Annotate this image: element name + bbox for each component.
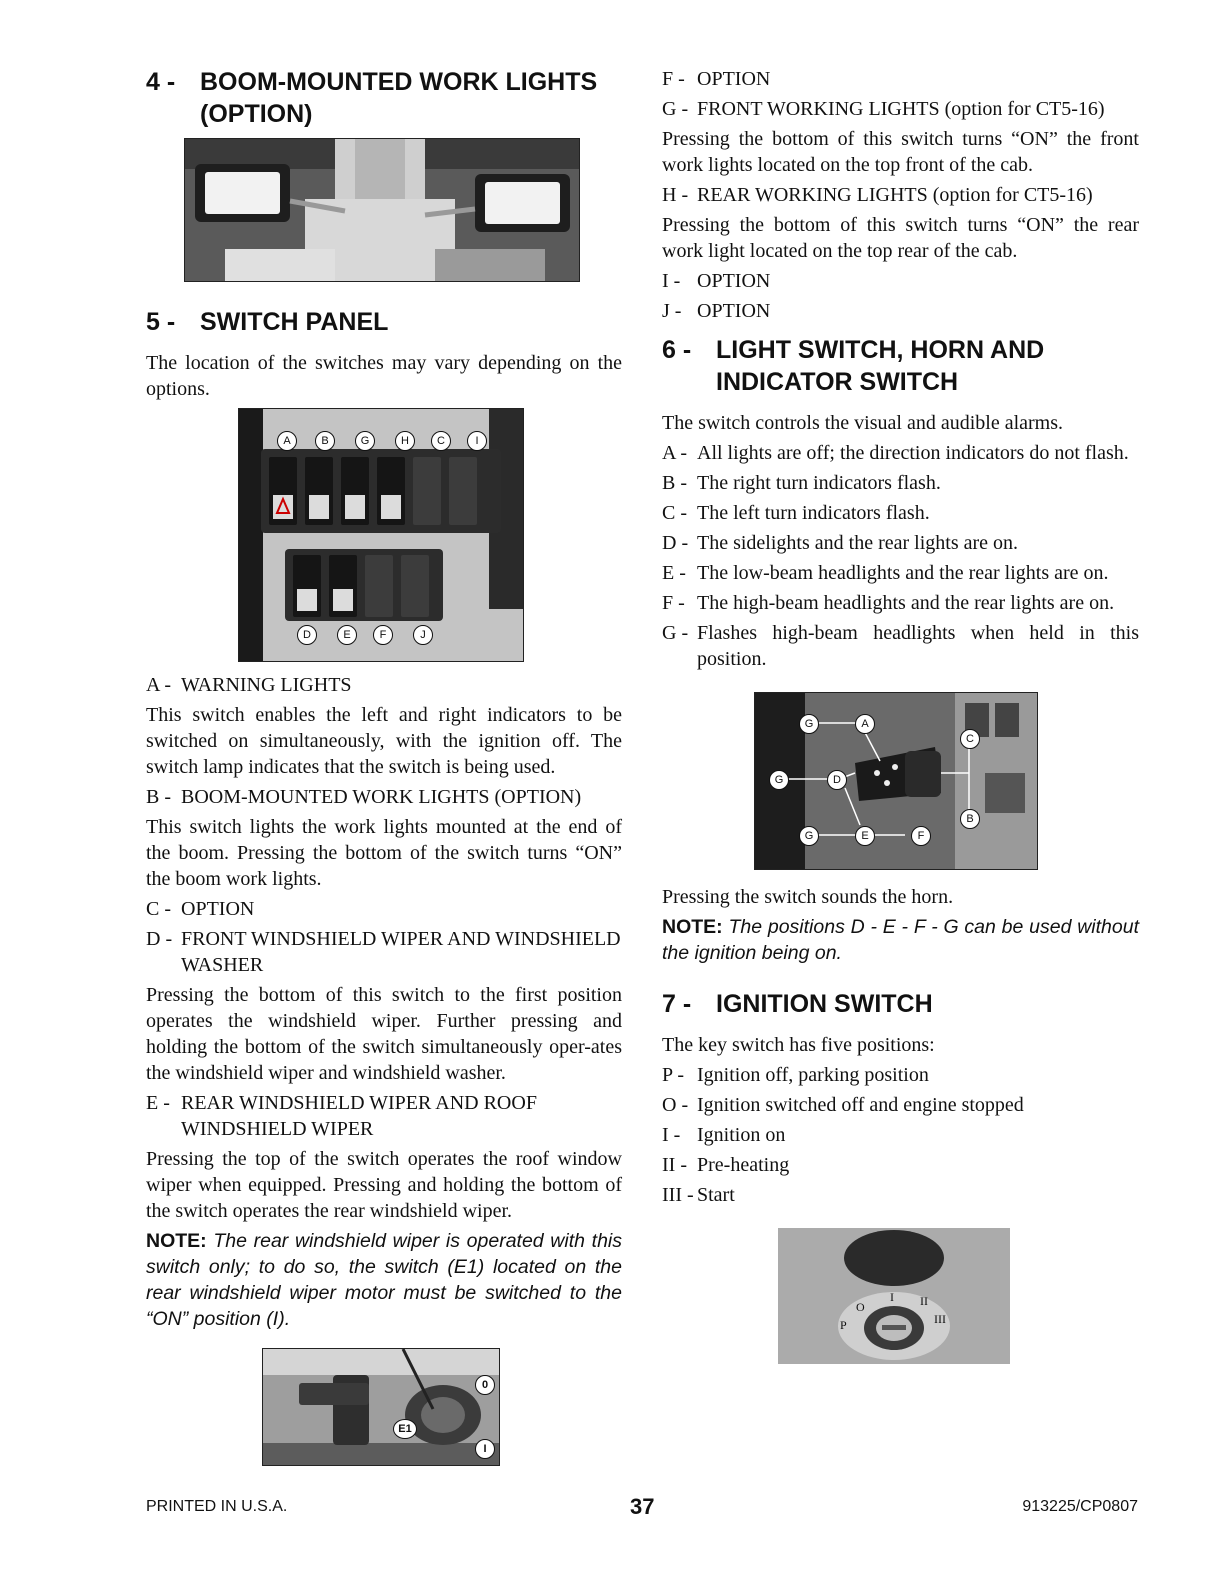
switch-panel-intro: The location of the switches may vary depending on the options.	[146, 352, 622, 400]
light-position-g	[662, 620, 1139, 672]
key-switch-illustration	[778, 1228, 1010, 1364]
callout-D: D	[827, 770, 847, 790]
section-title: LIGHT SWITCH, HORN AND INDICATOR SWITCH	[716, 336, 1045, 396]
item-label: II -	[662, 1154, 687, 1176]
switch-item-e	[146, 1090, 622, 1142]
item-label: H -	[662, 184, 689, 206]
section-4-heading	[146, 66, 622, 130]
switch-item-d	[146, 926, 622, 978]
switch-item-h-desc: Pressing the bottom of this switch turns “ON” the rear work light located on the top rear of the cab.	[662, 214, 1139, 262]
callout-A: A	[277, 431, 297, 451]
section-title: BOOM-MOUNTED WORK LIGHTS (OPTION)	[200, 68, 598, 128]
section-number: 5 -	[146, 308, 176, 336]
section-number: 6 -	[662, 336, 692, 364]
horn-text: Pressing the switch sounds the horn.	[662, 886, 954, 908]
light-position-d	[662, 530, 1139, 556]
ignition-key-switch-photo	[778, 1228, 1010, 1364]
item-title: OPTION	[697, 300, 771, 322]
stalk-illustration	[755, 693, 1037, 869]
callout-E: E	[855, 826, 875, 846]
item-text: The left turn indicators flash.	[697, 502, 930, 524]
switch-item-j	[662, 298, 1139, 324]
switch-panel-photo	[238, 408, 524, 662]
item-text: Flashes high-beam headlights when held in this position.	[697, 622, 1139, 670]
item-title: OPTION	[181, 898, 255, 920]
callout-C: C	[960, 729, 980, 749]
item-label: A -	[662, 442, 687, 464]
light-position-a	[662, 440, 1139, 466]
ignition-position-ii	[662, 1152, 1139, 1178]
item-text: The low-beam headlights and the rear lights are on.	[697, 562, 1109, 584]
section-7-heading	[662, 988, 1139, 1020]
light-switch-intro: The switch controls the visual and audible alarms.	[662, 412, 1064, 434]
switch-item-h	[662, 182, 1139, 208]
callout-C: C	[431, 431, 451, 451]
light-position-c	[662, 500, 1139, 526]
item-title: FRONT WORKING LIGHTS (option for CT5-16)	[697, 98, 1105, 120]
footer-doc-number: 913225/CP0807	[1022, 1498, 1138, 1515]
item-title: WARNING LIGHTS	[181, 674, 352, 696]
wiper-motor-illustration	[263, 1349, 499, 1465]
switch-item-a	[146, 672, 622, 698]
callout-E: E	[337, 625, 357, 645]
light-position-f	[662, 590, 1139, 616]
note-text: The rear windshield wiper is operated with this switch only; to do so, the switch (E1) located on the rear windshield wiper motor must be switched to the “ON” position (I).	[146, 1230, 622, 1330]
callout-F: F	[911, 826, 931, 846]
key-mark-iii: III	[934, 1312, 946, 1326]
section-number: 4 -	[146, 68, 176, 96]
callout-G-bottom: G	[799, 826, 819, 846]
item-label: A -	[146, 674, 171, 696]
key-mark-o: O	[856, 1300, 865, 1314]
item-title: OPTION	[697, 270, 771, 292]
switch-item-f	[662, 66, 1139, 92]
item-text: The sidelights and the rear lights are on.	[697, 532, 1019, 554]
switch-item-e-desc: Pressing the top of the switch operates the roof window wiper when equipped. Pressing and holding the bottom of the switch operates the rear windshield wiper.	[146, 1148, 622, 1222]
light-position-e	[662, 560, 1139, 586]
footer-printed-in: PRINTED IN U.S.A.	[146, 1498, 288, 1515]
callout-F: F	[373, 625, 393, 645]
ignition-position-p	[662, 1062, 1139, 1088]
switch-item-i	[662, 268, 1139, 294]
item-text: Ignition off, parking position	[697, 1064, 929, 1086]
item-label: E -	[662, 562, 686, 584]
item-title: BOOM-MOUNTED WORK LIGHTS (OPTION)	[181, 786, 582, 808]
key-mark-i: I	[890, 1290, 894, 1304]
item-label: G -	[662, 622, 689, 644]
item-text: Ignition on	[697, 1124, 786, 1146]
item-text: All lights are off; the direction indicators do not flash.	[697, 442, 1129, 464]
switch-item-a-desc: This switch enables the left and right indicators to be switched on simultaneously, with the ignition off. The switch lamp indicates that the switch is being used.	[146, 704, 622, 778]
callout-B: B	[960, 809, 980, 829]
item-label: C -	[146, 898, 171, 920]
item-title: REAR WORKING LIGHTS (option for CT5-16)	[697, 184, 1093, 206]
item-label: B -	[662, 472, 687, 494]
ignition-position-iii	[662, 1182, 1139, 1208]
callout-E1: E1	[393, 1419, 417, 1439]
rear-wiper-note	[146, 1228, 622, 1332]
ignition-intro: The key switch has five positions:	[662, 1034, 935, 1056]
item-label: P -	[662, 1064, 685, 1086]
item-text: The high-beam headlights and the rear lights are on.	[697, 592, 1115, 614]
callout-A: A	[855, 714, 875, 734]
item-text: The right turn indicators flash.	[697, 472, 941, 494]
item-text: Start	[697, 1184, 735, 1206]
callout-I-position: I	[475, 1439, 495, 1459]
note-label: NOTE:	[146, 1230, 207, 1252]
callout-J: J	[413, 625, 433, 645]
callout-D: D	[297, 625, 317, 645]
item-label: G -	[662, 98, 689, 120]
footer-page-number: 37	[630, 1494, 655, 1519]
switch-item-g-desc: Pressing the bottom of this switch turns “ON” the front work lights located on the top front of the cab.	[662, 128, 1139, 176]
switch-item-b-desc: This switch lights the work lights mounted at the end of the boom. Pressing the bottom of the switch turns “ON” the boom work lights.	[146, 816, 622, 890]
section-number: 7 -	[662, 990, 692, 1018]
note-label: NOTE:	[662, 916, 723, 938]
switch-item-g	[662, 96, 1139, 122]
section-6-heading	[662, 334, 1139, 398]
switch-item-b	[146, 784, 622, 810]
item-label: E -	[146, 1092, 170, 1114]
item-label: O -	[662, 1094, 689, 1116]
ignition-position-o	[662, 1092, 1139, 1118]
item-title: FRONT WINDSHIELD WIPER AND WINDSHIELD WASHER	[181, 928, 621, 976]
left-column	[146, 66, 622, 1466]
boom-lights-illustration	[185, 139, 579, 281]
ignition-position-i	[662, 1122, 1139, 1148]
callout-B: B	[315, 431, 335, 451]
item-label: D -	[146, 928, 173, 950]
boom-work-lights-photo	[184, 138, 580, 282]
item-label: I -	[662, 1124, 681, 1146]
item-label: C -	[662, 502, 687, 524]
callout-I: I	[467, 431, 487, 451]
key-mark-ii: II	[920, 1294, 928, 1308]
section-5-heading	[146, 306, 622, 338]
note-text: The positions D - E - F - G can be used without the ignition being on.	[662, 916, 1139, 964]
right-column	[662, 66, 1139, 1364]
item-label: D -	[662, 532, 689, 554]
key-mark-p: P	[840, 1318, 847, 1332]
item-label: F -	[662, 68, 685, 90]
item-text: Pre-heating	[697, 1154, 790, 1176]
item-label: J -	[662, 300, 682, 322]
callout-G: G	[355, 431, 375, 451]
item-label: F -	[662, 592, 685, 614]
rear-wiper-motor-photo	[262, 1348, 500, 1466]
light-switch-note	[662, 914, 1139, 966]
item-text: Ignition switched off and engine stopped	[697, 1094, 1024, 1116]
section-title: SWITCH PANEL	[200, 308, 389, 336]
switch-item-d-desc: Pressing the bottom of this switch to the first position operates the windshield wiper. Further pressing and holding the bottom of the switch simultaneously oper-ates the windshield wiper and windshield washer.	[146, 984, 622, 1084]
switch-item-c	[146, 896, 622, 922]
callout-0: 0	[475, 1375, 495, 1395]
callout-G-middle: G	[769, 770, 789, 790]
item-title: OPTION	[697, 68, 771, 90]
item-label: I -	[662, 270, 681, 292]
light-position-b	[662, 470, 1139, 496]
section-title: IGNITION SWITCH	[716, 990, 933, 1018]
callout-H: H	[395, 431, 415, 451]
item-label: B -	[146, 786, 171, 808]
item-title: REAR WINDSHIELD WIPER AND ROOF WINDSHIELD WIPER	[181, 1092, 537, 1140]
callout-G-top: G	[799, 714, 819, 734]
item-label: III -	[662, 1184, 694, 1206]
light-switch-stalk-photo	[754, 692, 1038, 870]
